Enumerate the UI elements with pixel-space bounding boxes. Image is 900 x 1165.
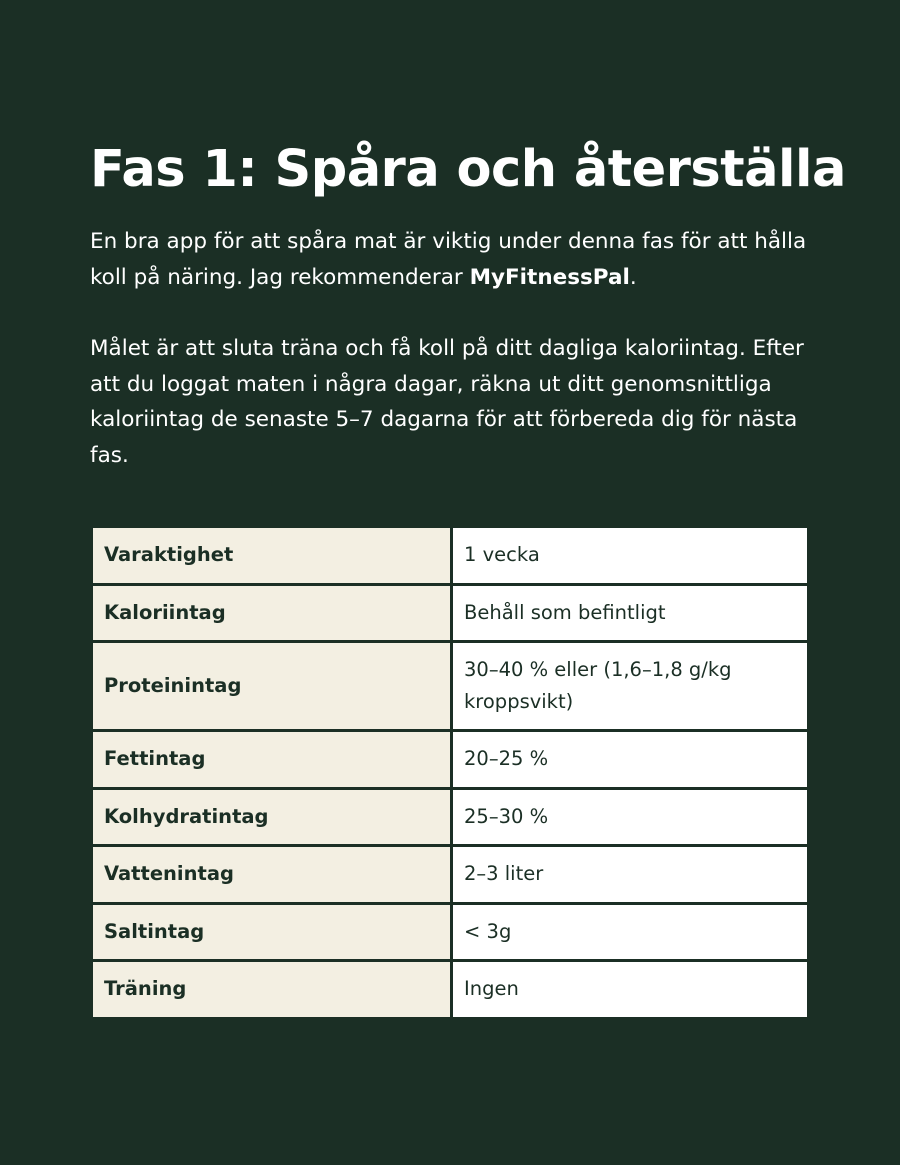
row-label: Kolhydratintag [92, 788, 452, 846]
table-row [92, 642, 809, 731]
app-name: MyFitnessPal [469, 264, 630, 290]
row-value: 2–3 liter [452, 846, 809, 904]
table-row [92, 788, 809, 846]
row-label: Proteinintag [92, 642, 452, 731]
intro-text: En bra app för att spåra mat är viktig under denna fas för att hålla koll på näring. Jag rekommenderar [90, 229, 807, 290]
intro-paragraph [90, 224, 820, 295]
row-value: Ingen [452, 961, 809, 1019]
row-value: 30–40 % eller (1,6–1,8 g/kg kroppsvikt) [452, 642, 809, 731]
table-row [92, 584, 809, 642]
row-label: Fettintag [92, 731, 452, 789]
body-paragraph: Målet är att sluta träna och få koll på ditt dagliga kaloriintag. Efter att du loggat maten i några dagar, räkna ut ditt genomsnittliga kaloriintag de senaste 5–7 dagarna för att förbereda dig för nästa fas. [90, 336, 804, 468]
row-value: 1 vecka [452, 527, 809, 585]
table-row [92, 903, 809, 961]
intro-text-end: . [629, 264, 637, 290]
table-row [92, 846, 809, 904]
table-row [92, 731, 809, 789]
row-value: < 3g [452, 903, 809, 961]
row-label: Vattenintag [92, 846, 452, 904]
phase-table [90, 525, 810, 1020]
row-value: 25–30 % [452, 788, 809, 846]
row-value: 20–25 % [452, 731, 809, 789]
row-value: Behåll som befintligt [452, 584, 809, 642]
row-label: Träning [92, 961, 452, 1019]
row-label: Saltintag [92, 903, 452, 961]
table-row [92, 527, 809, 585]
page-title: Fas 1: Spåra och återställa [90, 140, 846, 199]
row-label: Varaktighet [92, 527, 452, 585]
row-label: Kaloriintag [92, 584, 452, 642]
table-row [92, 961, 809, 1019]
